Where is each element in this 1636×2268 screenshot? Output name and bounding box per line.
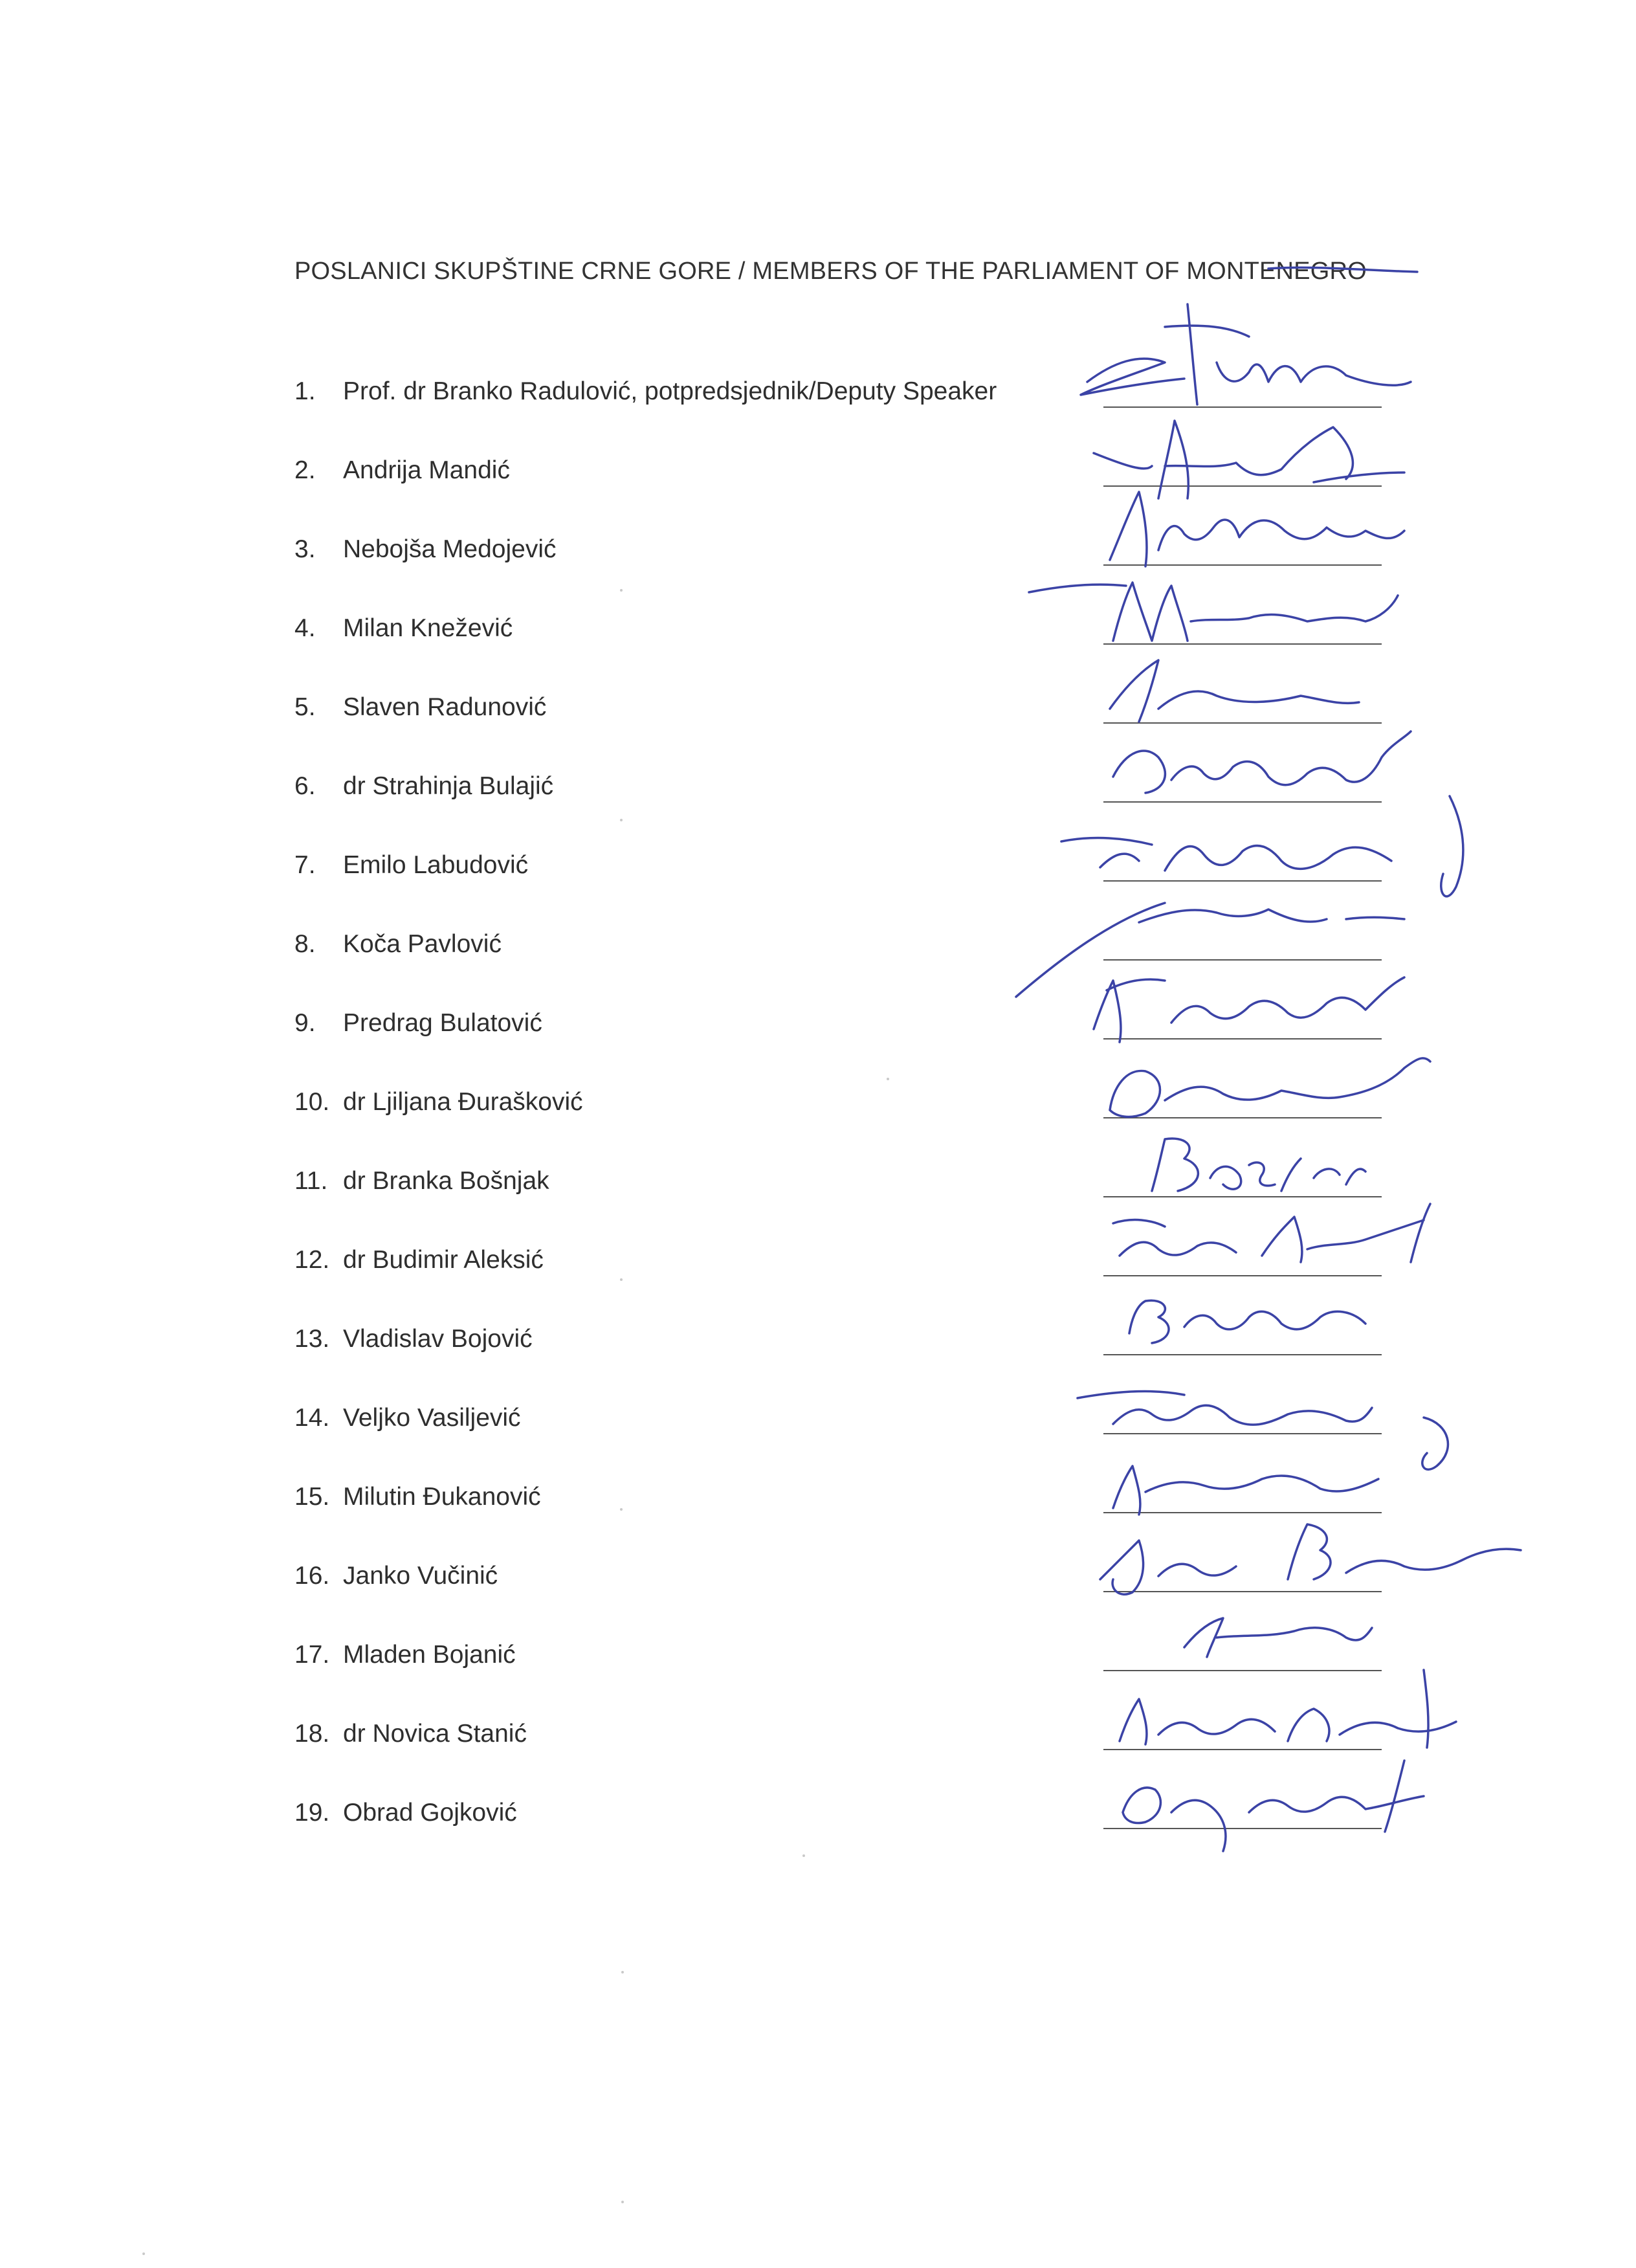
member-name: Milan Knežević <box>343 614 513 642</box>
member-number: 3. <box>294 535 316 563</box>
scan-speck <box>621 1971 624 1973</box>
member-name: Slaven Radunović <box>343 693 547 721</box>
member-name: dr Novica Stanić <box>343 1720 527 1748</box>
member-number: 4. <box>294 614 316 642</box>
member-number: 12. <box>294 1246 330 1274</box>
member-row <box>294 1162 549 1201</box>
signature-line <box>1103 564 1382 566</box>
member-number: 16. <box>294 1562 330 1590</box>
member-row <box>294 451 510 490</box>
member-row <box>294 1399 521 1438</box>
scan-speck <box>620 1278 623 1281</box>
signature-line <box>1103 485 1382 487</box>
member-number: 13. <box>294 1325 330 1353</box>
member-number: 10. <box>294 1088 330 1116</box>
member-row <box>294 1083 583 1122</box>
member-row <box>294 925 502 964</box>
member-name: Predrag Bulatović <box>343 1009 542 1037</box>
member-row <box>294 372 997 411</box>
scan-speck <box>802 1854 805 1857</box>
member-number: 5. <box>294 693 316 721</box>
member-name: Mladen Bojanić <box>343 1641 516 1669</box>
signature-line <box>1103 1117 1382 1118</box>
scan-speck <box>887 1078 889 1080</box>
signature-line <box>1103 1275 1382 1276</box>
signature-line <box>1103 1828 1382 1829</box>
member-name: dr Strahinja Bulajić <box>343 772 554 800</box>
member-name: Emilo Labudović <box>343 851 529 879</box>
member-row <box>294 1478 541 1517</box>
member-name: Andrija Mandić <box>343 456 510 484</box>
signature-line <box>1103 1749 1382 1750</box>
signature-line <box>1103 1433 1382 1434</box>
signature-line <box>1103 1591 1382 1592</box>
member-number: 17. <box>294 1641 330 1669</box>
signature-line <box>1103 801 1382 803</box>
signature-line <box>1103 959 1382 961</box>
member-number: 14. <box>294 1404 330 1432</box>
scan-speck <box>621 2201 624 2203</box>
member-number: 11. <box>294 1167 328 1195</box>
member-row <box>294 1794 517 1832</box>
document-heading: POSLANICI SKUPŠTINE CRNE GORE / MEMBERS OF THE PARLIAMENT OF MONTENEGRO <box>294 258 1367 285</box>
member-name: Vladislav Bojović <box>343 1325 533 1353</box>
member-name: Janko Vučinić <box>343 1562 498 1590</box>
signature-line <box>1103 1354 1382 1355</box>
member-row <box>294 1320 533 1359</box>
member-row <box>294 1004 542 1043</box>
signature-line <box>1103 880 1382 882</box>
member-row <box>294 1715 527 1753</box>
signature-line <box>1103 1196 1382 1197</box>
member-name: Nebojša Medojević <box>343 535 557 563</box>
member-number: 1. <box>294 377 316 405</box>
member-row <box>294 1557 498 1595</box>
scan-speck <box>620 1508 623 1511</box>
scan-speck <box>142 2252 145 2255</box>
member-name: Prof. dr Branko Radulović, potpredsjednik/Deputy Speaker <box>343 377 997 405</box>
member-number: 15. <box>294 1483 330 1511</box>
member-number: 9. <box>294 1009 316 1037</box>
member-number: 19. <box>294 1799 330 1827</box>
signature-line <box>1103 1512 1382 1513</box>
member-row <box>294 767 553 806</box>
member-name: Koča Pavlović <box>343 930 502 958</box>
signature-line <box>1103 406 1382 408</box>
member-row <box>294 1241 544 1280</box>
signature-line <box>1103 1670 1382 1671</box>
signature-line <box>1103 1038 1382 1040</box>
member-name: dr Branka Bošnjak <box>343 1167 549 1195</box>
member-number: 18. <box>294 1720 330 1748</box>
member-row <box>294 609 513 648</box>
member-number: 7. <box>294 851 316 879</box>
scan-speck <box>620 589 623 592</box>
member-name: dr Budimir Aleksić <box>343 1246 544 1274</box>
signature-line <box>1103 643 1382 645</box>
member-name: Veljko Vasiljević <box>343 1404 521 1432</box>
member-number: 2. <box>294 456 316 484</box>
member-name: Milutin Đukanović <box>343 1483 541 1511</box>
member-row <box>294 530 557 569</box>
member-name: Obrad Gojković <box>343 1799 517 1827</box>
member-row <box>294 688 546 727</box>
scan-speck <box>620 819 623 821</box>
member-row <box>294 1636 516 1674</box>
member-number: 6. <box>294 772 316 800</box>
member-name: dr Ljiljana Đurašković <box>343 1088 583 1116</box>
member-number: 8. <box>294 930 316 958</box>
signature-line <box>1103 722 1382 724</box>
member-row <box>294 846 528 885</box>
